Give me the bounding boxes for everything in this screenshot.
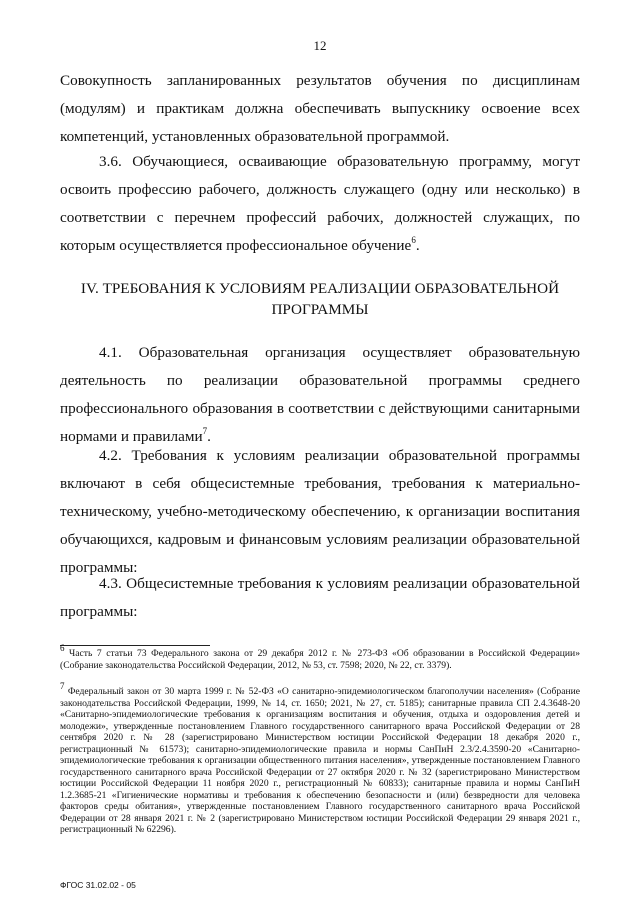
paragraph-3-6-end: . <box>415 237 420 254</box>
paragraph-4-1-text: 4.1. Образовательная организация осуществляет образовательную деятельность по реализации образовательной программы среднего профессионального образования в соответствии с действующими санитарными нормами и правилами <box>60 344 580 445</box>
document-footer: ФГОС 31.02.02 - 05 <box>60 880 136 890</box>
footnote-6-number: 6 <box>60 642 65 653</box>
paragraph-learning-outcomes: Совокупность запланированных результатов обучения по дисциплинам (модулям) и практикам должна обеспечивать выпускнику освоение всех компетенций, установленных образовательной программой. <box>60 72 580 145</box>
paragraph-4-3: 4.3. Общесистемные требования к условиям реализации образовательной программы: <box>60 575 580 620</box>
paragraph-3-6 <box>60 148 580 260</box>
footnote-7 <box>60 680 580 836</box>
paragraph-4-1 <box>60 339 580 451</box>
footnote-7-text: Федеральный закон от 30 марта 1999 г. № 52-ФЗ «О санитарно-эпидемиологическом благополучии населения» (Собрание законодательства Российской Федерации, 1999, № 14, ст. 1650; 2021, № 27, ст. 5185); санитарные правила СП 2.4.3648-20 «Санитарно-эпидемиологические требования к организациям воспитания и обучения, отдыха и оздоровления детей и молодежи», утвержденные постановлением Главного государственного санитарного врача Российской Федерации от 28 сентября 2020 г. № 28 (зарегистрировано Министерством юстиции Российской Федерации 18 декабря 2020 г., регистрационный № 61573); санитарно-эпидемиологические правила и нормы СанПиН 2.3/2.4.3590-20 «Санитарно-эпидемиологические требования к организации общественного питания населения», утвержденные постановлением Главного государственного санитарного врача Российской Федерации от 27 октября 2020 г. № 32 (зарегистрировано Министерством юстиции Российской Федерации 11 ноября 2020 г., регистрационный № 60833); санитарные правила и нормы СанПиН 1.2.3685-21 «Гигиенические нормативы и требования к обеспечению безопасности и (или) безвредности для человека факторов среды обитания», утвержденные постановлением Главного государственного санитарного врача Российской Федерации от 28 января 2021 г. № 2 (зарегистрировано Министерством юстиции Российской Федерации 29 января 2021 г., регистрационный № 62296). <box>60 686 580 835</box>
footnote-ref-7[interactable]: 7 <box>202 425 208 436</box>
footnote-6-text: Часть 7 статьи 73 Федерального закона от 29 декабря 2012 г. № 273-ФЗ «Об образовании в Российской Федерации» (Собрание законодательства Российской Федерации, 2012, № 53, ст. 7598; 2020, № 22, ст. 3379). <box>60 648 580 671</box>
section-heading: IV. ТРЕБОВАНИЯ К УСЛОВИЯМ РЕАЛИЗАЦИИ ОБРАЗОВАТЕЛЬНОЙ ПРОГРАММЫ <box>80 280 560 318</box>
footnote-7-number: 7 <box>60 680 65 691</box>
footnote-divider <box>60 645 210 646</box>
paragraph-3-6-text: 3.6. Обучающиеся, осваивающие образовательную программу, могут освоить профессию рабочего, должность служащего (одну или несколько) в соответствии с перечнем профессий рабочих, должностей служащих, по которым осуществляется профессиональное обучение <box>60 153 580 254</box>
page-number: 12 <box>313 38 327 53</box>
footnote-ref-6[interactable]: 6 <box>411 234 416 245</box>
paragraph-4-2: 4.2. Требования к условиям реализации образовательной программы включают в себя общесистемные требования, требования к материально-техническому, учебно-методическому обеспечению, к организации воспитания обучающихся, кадровым и финансовым условиям реализации образовательной программы: <box>60 447 580 576</box>
paragraph-4-1-end: . <box>207 428 211 445</box>
footnote-6 <box>60 642 580 671</box>
